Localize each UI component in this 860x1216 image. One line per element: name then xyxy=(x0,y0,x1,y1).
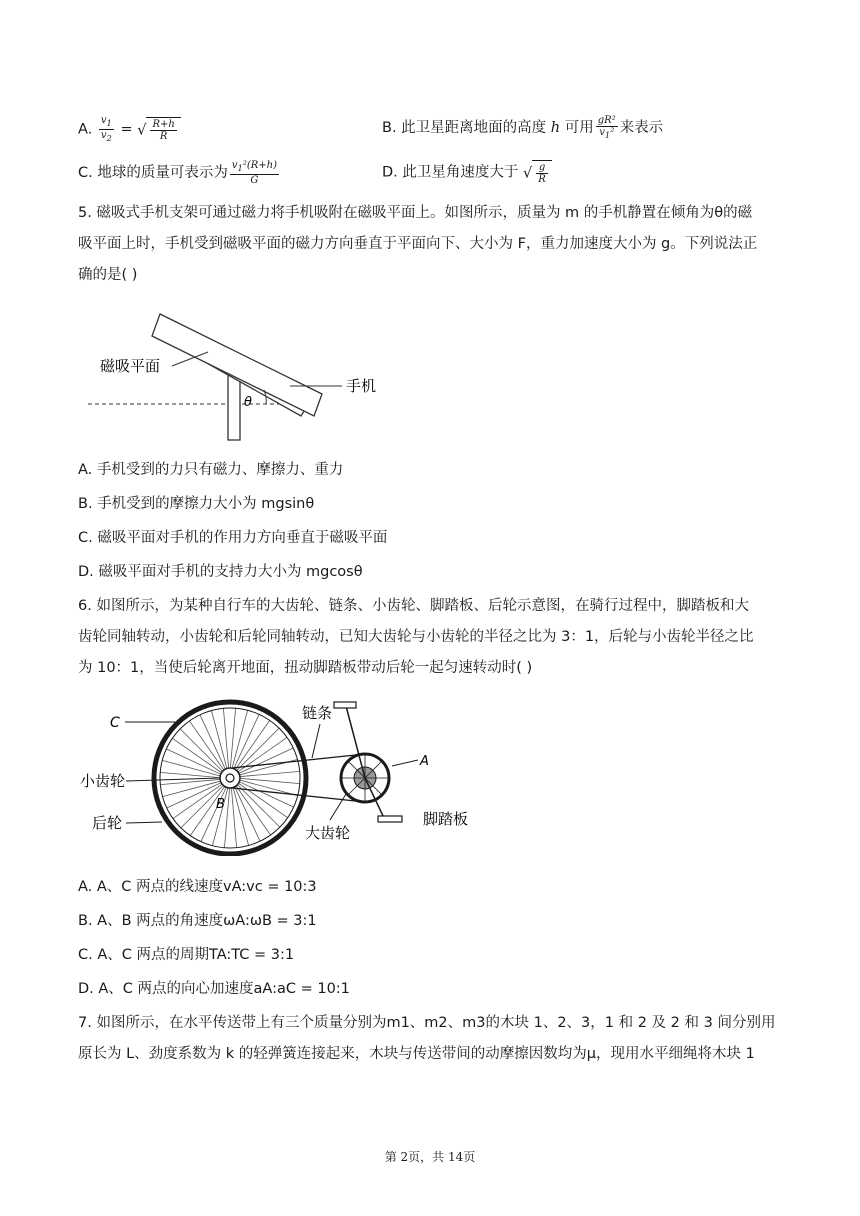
spoke xyxy=(162,760,224,777)
fraction-v1-v2: $\frac{v_1}{v_2}$ xyxy=(100,115,112,143)
q7-stem: 7. 如图所示，在水平传送带上有三个质量分别为m1、m2、m3的木块 1、2、3，1 和 2 及 2 和 3 间分别用 原长为 L、劲度系数为 k 的轻弹簧连接起来，木块与传送带间的动摩擦因数均为μ，现用水平细绳将木块 1 xyxy=(78,1015,776,1062)
label-pedal: 脚踏板 xyxy=(423,810,469,828)
spoke xyxy=(236,771,300,777)
q6-option-c: C. A、C 两点的周期TA:TC = 3:1 xyxy=(78,947,295,963)
phone-label: 手机 xyxy=(346,377,377,395)
q5-option-d: D. 磁吸平面对手机的支持力大小为 mgcosθ xyxy=(78,564,363,580)
bicycle-gear-figure xyxy=(80,696,480,856)
spoke xyxy=(235,781,287,818)
q6-option-d: D. A、C 两点的向心加速度aA:aC = 10:1 xyxy=(78,981,350,997)
phone-holder-figure xyxy=(80,298,420,446)
label-c: C xyxy=(110,715,120,731)
spoke xyxy=(223,708,229,772)
spoke xyxy=(231,784,237,848)
spoke xyxy=(232,714,259,772)
spoke xyxy=(235,737,287,774)
spoke xyxy=(230,708,236,772)
q6-option-a: A. A、C 两点的线速度vA:vc = 10:3 xyxy=(78,879,317,895)
spoke xyxy=(189,721,226,773)
spoke xyxy=(160,772,224,778)
spoke xyxy=(233,783,260,841)
label-b: B xyxy=(216,797,225,812)
spoke xyxy=(201,784,228,842)
q6-stem: 6. 如图所示，为某种自行车的大齿轮、链条、小齿轮、脚踏板、后轮示意图，在骑行过程中，脚踏板和大 齿轮同轴转动，小齿轮和后轮同轴转动，已知大齿轮与小齿轮的半径之比为 3：1，后轮与小齿轮半径之比 为 10：1，当使后轮离开地面，扭动脚踏板带动后轮一起匀速转动时( ) xyxy=(78,598,754,676)
spoke xyxy=(166,749,224,776)
label-rear-wheel: 后轮 xyxy=(92,814,123,832)
sqrt-expression: √ $\frac{R+h}{R}$ xyxy=(137,117,181,142)
q5-option-b: B. 手机受到的摩擦力大小为 mgsinθ xyxy=(78,496,315,512)
spoke xyxy=(200,715,227,773)
label-big-gear: 大齿轮 xyxy=(305,824,351,842)
q5-option-a: A. 手机受到的力只有磁力、摩擦力、重力 xyxy=(78,462,344,478)
label-chain: 链条 xyxy=(302,704,333,722)
spoke xyxy=(236,778,300,784)
spoke xyxy=(236,779,298,796)
q4-option-a: A. $\frac{v_1}{v_2}$ = √ $\frac{R+h}{R}$ xyxy=(78,115,181,144)
q4-option-c: C. 地球的质量可表示为 $\frac{v_1^2(R+h)}{G}$ xyxy=(78,160,277,186)
label-a: A xyxy=(420,754,429,769)
q4-option-b: B. 此卫星距离地面的高度 h 可用 $\frac{\text{gR²}}{v_1^2}$ 来表示 xyxy=(382,115,664,140)
q6-option-b: B. A、B 两点的角速度ωA:ωB = 3:1 xyxy=(78,913,317,929)
q4-option-d: D. 此卫星角速度大于 √ $\frac{g}{R}$ xyxy=(382,160,552,185)
spoke xyxy=(235,748,293,775)
label-small-gear: 小齿轮 xyxy=(80,772,126,790)
page-footer: 第 2页，共 14页 xyxy=(384,1150,476,1164)
angle-label: θ xyxy=(244,395,252,410)
spoke xyxy=(172,738,224,775)
q5-stem: 5. 磁吸式手机支架可通过磁力将手机吸附在磁吸平面上。如图所示，质量为 m 的手机静置在倾角为θ的磁 吸平面上时，手机受到磁吸平面的磁力方向垂直于平面向下、大小为 F，重力加速度大小为 g。下列说法正 确的是( ) xyxy=(78,205,758,283)
spoke xyxy=(231,710,248,772)
plane-label: 磁吸平面 xyxy=(100,357,161,375)
q5-option-c: C. 磁吸平面对手机的作用力方向垂直于磁吸平面 xyxy=(78,530,388,546)
spoke xyxy=(212,784,229,846)
spoke xyxy=(224,784,230,848)
